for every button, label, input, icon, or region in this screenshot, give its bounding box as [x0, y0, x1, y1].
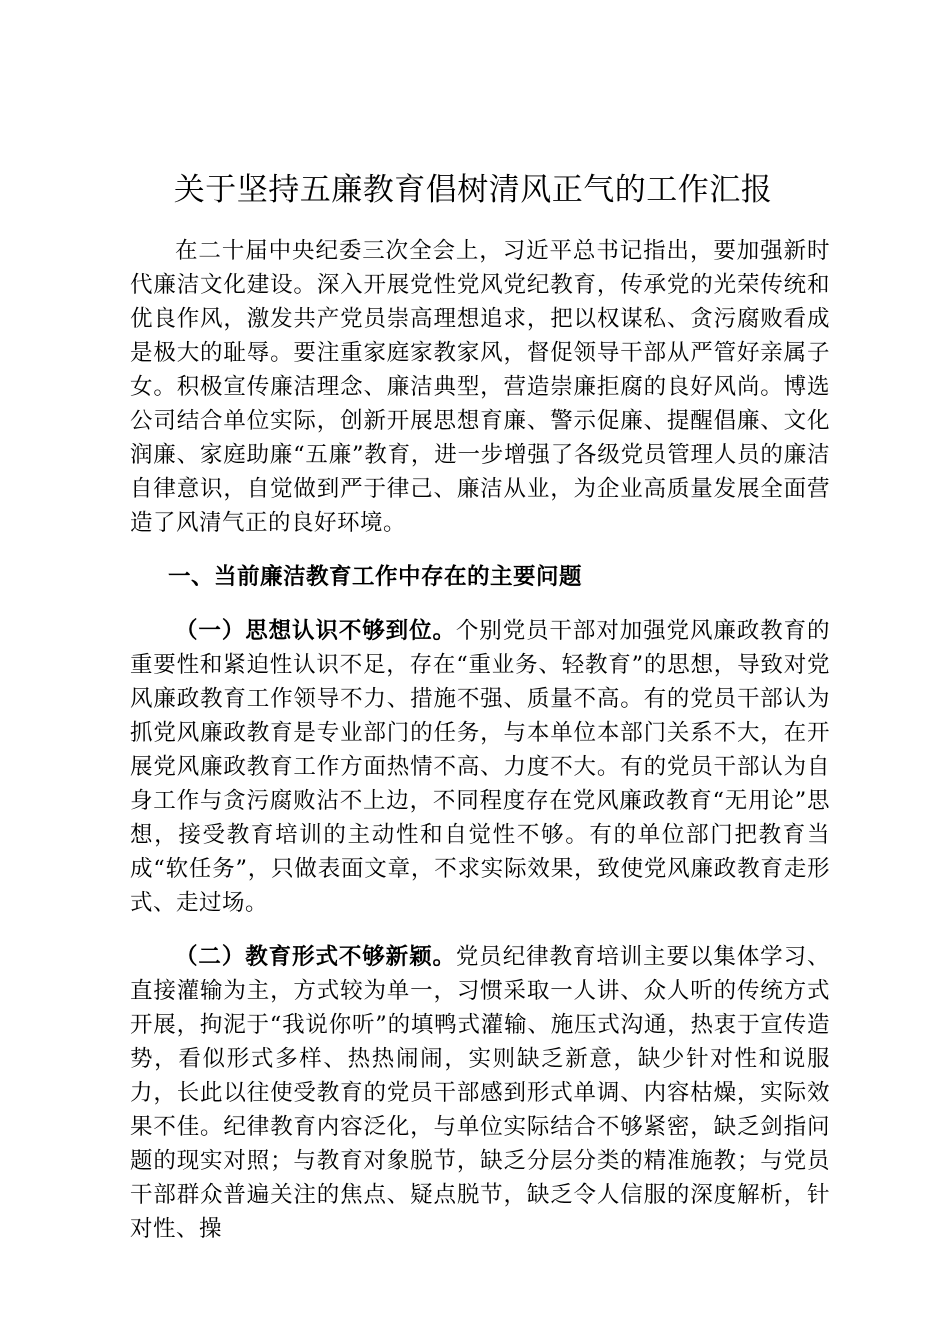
section-item-2 — [130, 940, 830, 1246]
intro-paragraph: 在二十届中央纪委三次全会上，习近平总书记指出，要加强新时代廉洁文化建设。深入开展党性党风党纪教育，传承党的光荣传统和优良作风，激发共产党员崇高理想追求，把以权谋私、贪污腐败看成是极大的耻辱。要注重家庭家教家风，督促领导干部从严管好亲属子女。积极宣传廉洁理念、廉洁典型，营造崇廉拒腐的良好风尚。博选公司结合单位实际，创新开展思想育廉、警示促廉、提醒倡廉、文化润廉、家庭助廉“五廉”教育，进一步增强了各级党员管理人员的廉洁自律意识，自觉做到严于律己、廉洁从业，为企业高质量发展全面营造了风清气正的良好环境。 — [130, 238, 830, 536]
section-heading: 一、当前廉洁教育工作中存在的主要问题 — [168, 564, 583, 590]
item-1-lead: （一）思想认识不够到位。 — [175, 618, 456, 644]
item-1-body: 个别党员干部对加强党风廉政教育的重要性和紧迫性认识不足，存在“重业务、轻教育”的思想，导致对党风廉政教育工作领导不力、措施不强、质量不高。有的党员干部认为抓党风廉政教育是专业部门的任务，与本单位本部门关系不大，在开展党风廉政教育工作方面热情不高、力度不大。有的党员干部认为自身工作与贪污腐败沾不上边，不同程度存在党风廉政教育“无用论”思想，接受教育培训的主动性和自觉性不够。有的单位部门把教育当成“软任务”，只做表面文章，不求实际效果，致使党风廉政教育走形式、走过场。 — [130, 618, 830, 916]
item-2-body: 党员纪律教育培训主要以集体学习、直接灌输为主，方式较为单一，习惯采取一人讲、众人听的传统方式开展，拘泥于“我说你听”的填鸭式灌输、施压式沟通，热衷于宣传造势，看似形式多样、热热闹闹，实则缺乏新意，缺少针对性和说服力，长此以往使受教育的党员干部感到形式单调、内容枯燥，实际效果不佳。纪律教育内容泛化，与单位实际结合不够紧密，缺乏剑指问题的现实对照；与教育对象脱节，缺乏分层分类的精准施教；与党员干部群众普遍关注的焦点、疑点脱节，缺乏令人信服的深度解析，针对性、操 — [130, 944, 830, 1242]
item-2-lead: （二）教育形式不够新颖。 — [175, 944, 456, 970]
document-title: 关于坚持五廉教育倡树清风正气的工作汇报 — [173, 172, 773, 208]
document-page — [130, 168, 830, 1246]
section-item-1 — [130, 614, 830, 920]
